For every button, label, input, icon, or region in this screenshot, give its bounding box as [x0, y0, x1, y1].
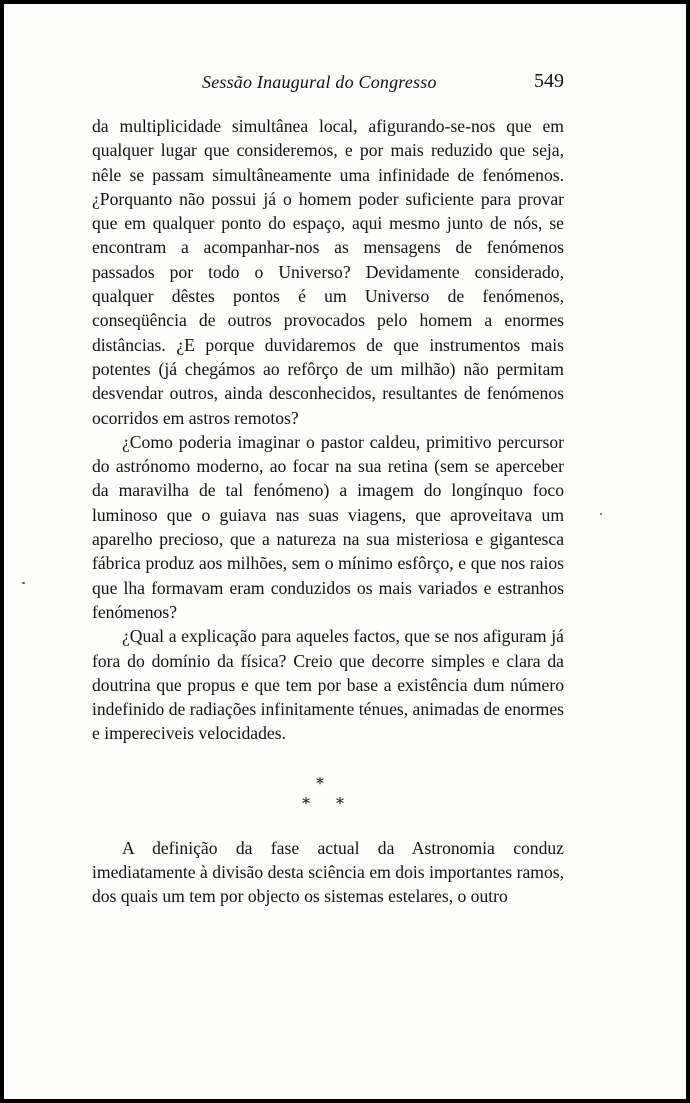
- body-text: [92, 114, 564, 909]
- paragraph: da multiplicidade simultânea local, afigurando-se-nos que em qualquer lugar que consideremos, e por mais reduzido que seja, nêle se passam simultâneamente uma infinidade de fenómenos. ¿Porquanto não possui já o homem poder suficiente para provar que em qualquer ponto do espaço, aqui mesmo junto de nós, se encontram a acompanhar-nos as mensagens de fenómenos passados por todo o Universo? Devidamente considerado, qualquer dêstes pontos é um Universo de fenómenos, conseqüência de outros provocados pelo homem a enormes distâncias. ¿E porque duvidaremos de que instrumentos mais potentes (já chegámos ao refôrço de um milhão) não permitam desvendar outros, ainda desconhecidos, resultantes de fenómenos ocorridos em astros remotos?: [92, 116, 564, 428]
- book-page: [92, 66, 564, 909]
- paper-speck: [22, 582, 25, 584]
- page-number: 549: [534, 70, 564, 92]
- paragraph: A definição da fase actual da Astronomia conduz imediatamente à divisão desta sciência em dois importantes ramos, dos quais um tem por objecto os sistemas estelares, o outro: [92, 837, 564, 907]
- paragraph: ¿Qual a explicação para aqueles factos, que se nos afiguram já fora do domínio da física? Creio que decorre simples e clara da doutrina que propus e que tem por base a existência dum número indefinido de radiações infinitamente ténues, animadas de enormes e impereciveis velocidades.: [92, 626, 564, 744]
- paragraph: ¿Como poderia imaginar o pastor caldeu, primitivo percursor do astrónomo moderno, ao focar na sua retina (sem se aperceber da maravilha de tal fenómeno) a imagem do longínquo foco luminoso que o guiava nas suas viagens, que aproveitava um aparelho precioso, que a natureza na sua misteriosa e gigantesca fábrica produz aos milhões, sem o mínimo esfôrço, e que nos raios que lha formavam eram conduzidos os mais variados e estranhos fenómenos?: [92, 431, 564, 622]
- paper-speck: [600, 513, 602, 515]
- asterisk-glyph: *: [336, 793, 344, 813]
- asterisk-glyph: *: [302, 793, 310, 813]
- asterisk-glyph: *: [316, 773, 324, 793]
- running-title: Sessão Inaugural do Congresso: [202, 72, 437, 92]
- section-break-asterism: [92, 746, 564, 836]
- page-header: [92, 66, 564, 96]
